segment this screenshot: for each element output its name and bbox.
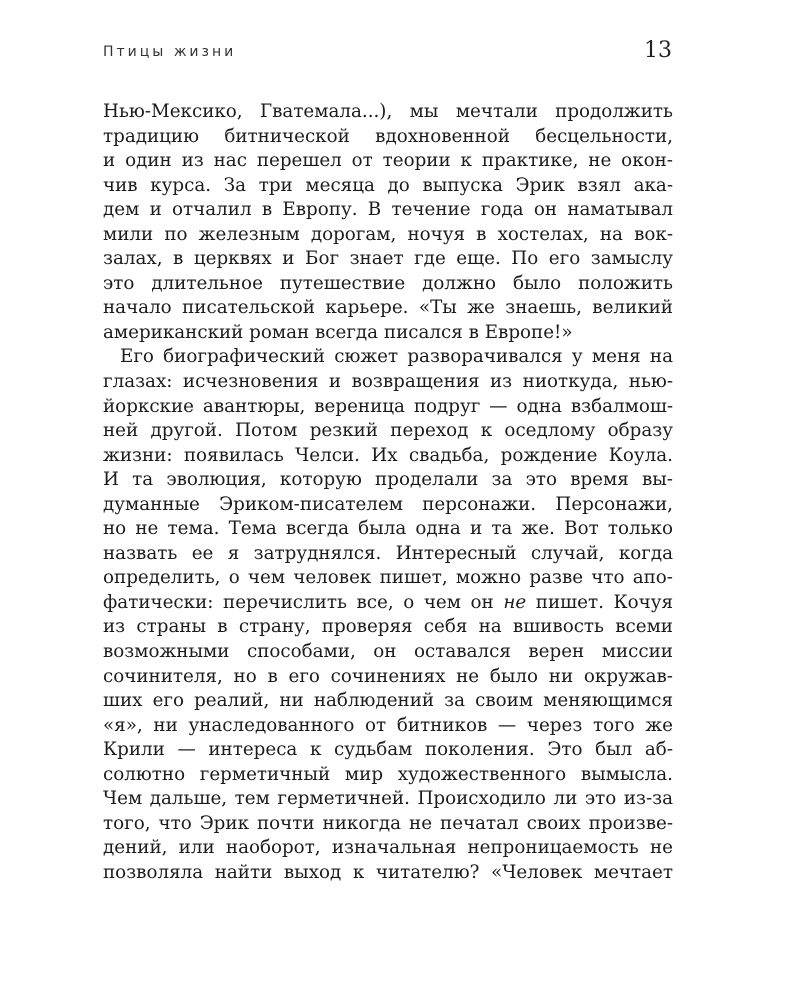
text-line: чив курса. За три месяца до выпуска Эрик взял ака-: [103, 174, 673, 196]
text-line-with-italic: [103, 591, 673, 616]
text-line: того, что Эрик почти никогда не печатал своих произве-: [103, 812, 673, 834]
text-line: дений, или наоборот, изначальная непроницаемость не: [103, 837, 673, 859]
text-line: Чем дальше, тем герметичней. Происходило ли это из-за: [103, 788, 673, 810]
text-line: думанные Эриком-писателем персонажи. Персонажи,: [103, 493, 673, 515]
running-head: Птицы жизни: [103, 44, 237, 60]
text-line: традицию битнической вдохновенной бесцельности,: [103, 125, 673, 147]
text-line: назвать ее я затруднялся. Интересный случай, когда: [103, 542, 673, 564]
text-line: Нью-Мексико, Гватемала...), мы мечтали продолжить: [103, 101, 673, 122]
italic-word: не: [503, 591, 527, 613]
text-line: «я», ни унаследованного от битников — через того же: [103, 714, 673, 736]
text-line: глазах: исчезновения и возвращения из ниоткуда, нью-: [103, 371, 673, 393]
text-line: жизни: появилась Челси. Их свадьба, рождение Коула.: [103, 444, 673, 466]
text-line: И та эволюция, которую проделали за это время вы-: [103, 469, 673, 491]
text-line: дем и отчалил в Европу. В течение года он наматывал: [103, 199, 673, 221]
paragraph-start-line: Его биографический сюжет разворачивался у меня на: [120, 346, 673, 368]
page-number: 13: [644, 38, 672, 63]
text-line: мили по железным дорогам, ночуя в хостелах, на вок-: [103, 223, 673, 245]
text-line: и один из нас перешел от теории к практике, не окон-: [103, 150, 673, 172]
text-line: но не тема. Тема всегда была одна и та же. Вот только: [103, 518, 673, 540]
text-line: определить, о чем человек пишет, можно разве что апо-: [103, 567, 673, 589]
text-line: сочинителя, но в его сочинениях не было ни окружав-: [103, 665, 673, 687]
text-line: солютно герметичный мир художественного вымысла.: [103, 763, 673, 785]
text-line: начало писательской карьере. «Ты же знаешь, великий: [103, 297, 673, 319]
text-line: залах, в церквях и Бог знает где еще. По его замыслу: [103, 248, 673, 270]
text-line: ших его реалий, ни наблюдений за своим меняющимся: [103, 690, 673, 712]
line-head: фатически: перечислить все, о чем он: [103, 591, 494, 613]
text-line: из страны в страну, проверяя себя на вшивость всеми: [103, 616, 673, 638]
text-line: Крили — интереса к судьбам поколения. Это был аб-: [103, 739, 673, 761]
text-line: позволяла найти выход к читателю? «Человек мечтает: [103, 861, 673, 883]
text-line: ней другой. Потом резкий переход к оседлому образу: [103, 420, 673, 442]
text-line: возможными способами, он оставался верен миссии: [103, 641, 673, 663]
line-tail: пишет. Кочуя: [526, 591, 674, 613]
body-text: [103, 100, 673, 886]
text-line: йоркские авантюры, вереница подруг — одна взбалмош-: [103, 395, 673, 417]
text-line: американский роман всегда писался в Европе!»: [103, 321, 573, 343]
text-line: это длительное путешествие должно было положить: [103, 272, 673, 294]
